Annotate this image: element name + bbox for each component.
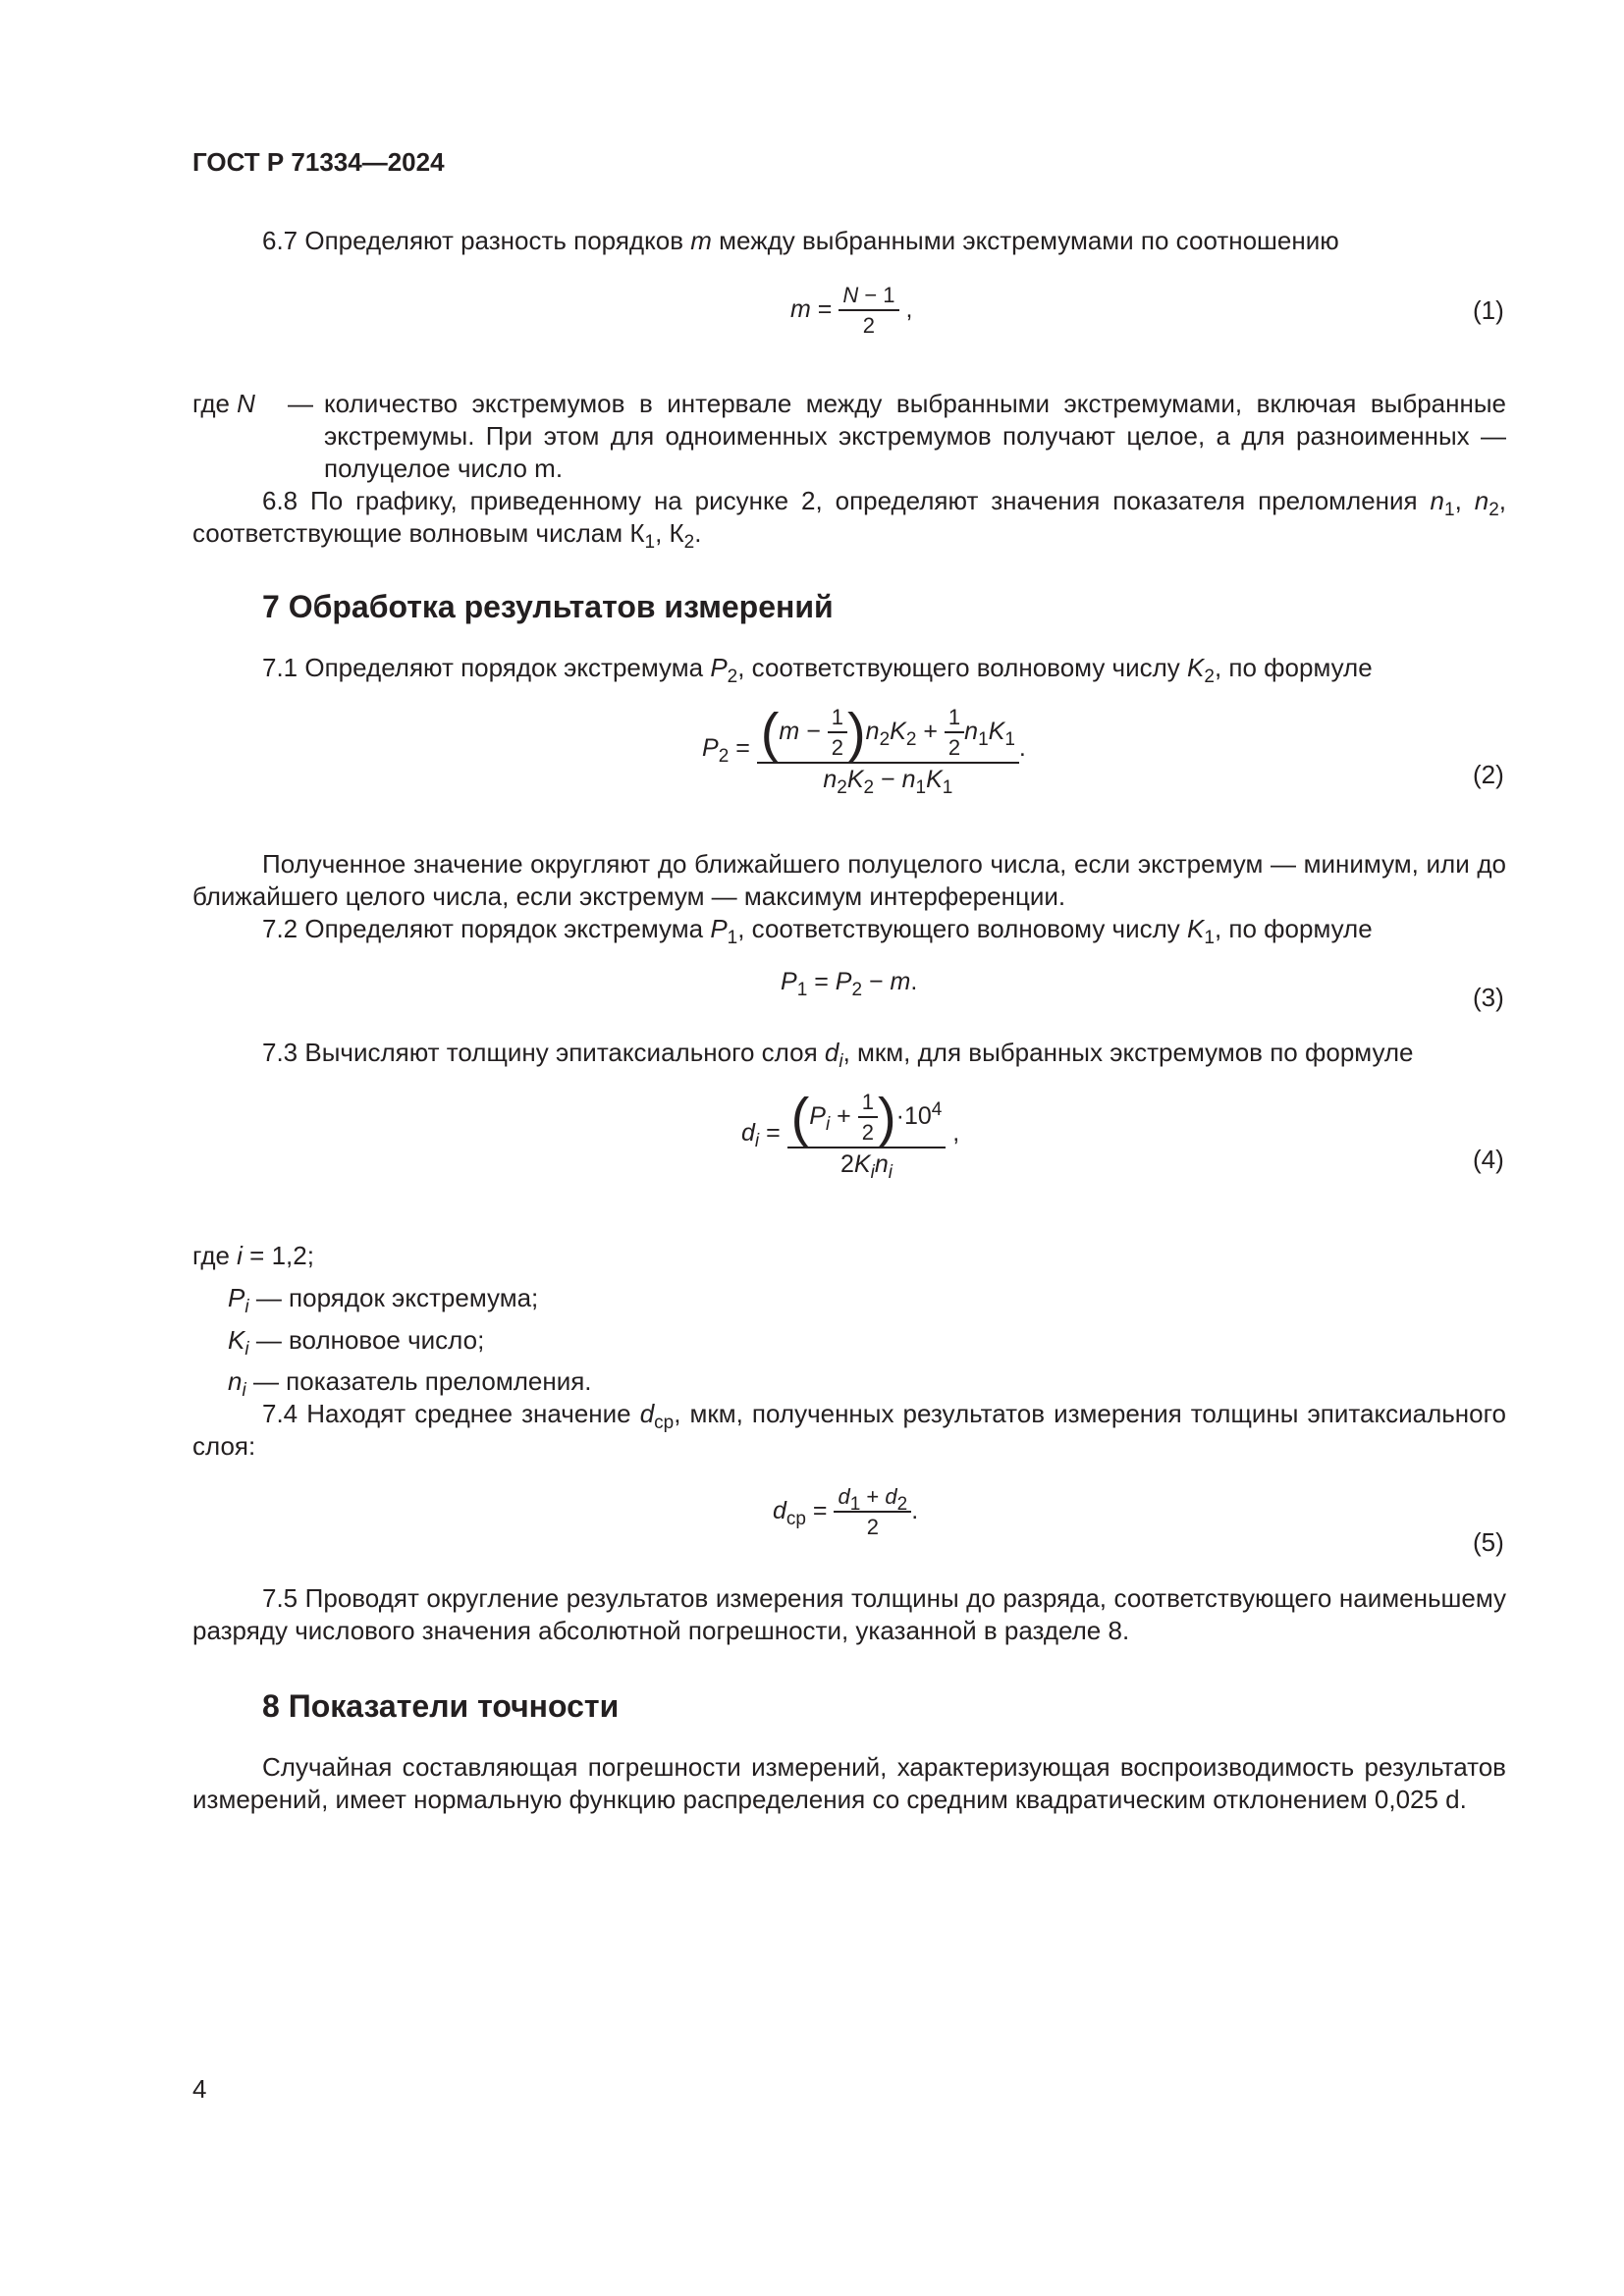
equation-number-4: (4): [1473, 1145, 1504, 1174]
var-m: m: [690, 226, 712, 255]
text: 7.2 Определяют порядок экстремума: [262, 914, 711, 943]
formula-5: $d_{ср}$ = $\frac{d_1 + d_2}{2}$ .: [773, 1484, 919, 1539]
def-k: $K_i$ — волновое число;: [228, 1325, 485, 1360]
section-8-heading: 8 Показатели точности: [262, 1688, 620, 1724]
paragraph-7-3: 7.3 Вычисляют толщину эпитаксиального слоя $d_i$, мкм, для выбранных экстремумов по формуле: [262, 1038, 1414, 1072]
paragraph-6-7: [262, 225, 1339, 257]
paragraph-7-1-rounding: Полученное значение округляют до ближайшего полуцелого числа, если экстремум — минимум, или до ближайшего целого числа, если экстремум — максимум интерференции.: [192, 849, 1506, 911]
paragraph-8: Случайная составляющая погрешности измерений, характеризующая воспроизводимость результатов измерений, имеет нормальную функцию распределения со средним квадратическим отклонением 0,025 d.: [192, 1752, 1506, 1814]
text: , мкм, для выбранных экстремумов по формуле: [842, 1038, 1414, 1067]
text: , соответствующего волновому числу: [737, 914, 1188, 943]
where-i: где i = 1,2;: [192, 1241, 314, 1270]
text: соответствующие волновым числам К: [192, 518, 645, 548]
text: между выбранными экстремумами по соотношению: [711, 226, 1339, 255]
text: , мкм, полученных результатов измерения толщины эпитаксиального слоя:: [192, 1399, 1506, 1461]
where-n-text: количество экстремумов в интервале между выбранными экстремумами, включая выбранные экстремумы. При этом для одноименных экстремумов получают целое, а для разноименных — полуцелое число m.: [324, 389, 1506, 483]
equation-number-2: (2): [1473, 760, 1504, 789]
text: , К: [655, 518, 684, 548]
text: .: [694, 518, 702, 548]
text: , по формуле: [1214, 914, 1373, 943]
formula-3: $P_1 = P_2 - m$.: [781, 968, 918, 1000]
document-header: ГОСТ Р 71334—2024: [192, 147, 445, 177]
text: , по формуле: [1214, 653, 1373, 682]
text: 7.4 Находят среднее значение: [262, 1399, 640, 1428]
def-p: $P_i$ — порядок экстремума;: [228, 1283, 539, 1317]
text: , соответствующего волновому числу: [737, 653, 1188, 682]
def-n: $n_i$ — показатель преломления.: [228, 1366, 592, 1401]
text: 7.1 Определяют порядок экстремума: [262, 653, 711, 682]
paragraph-7-4: 7.4 Находят среднее значение $d_{ср}$, мкм, полученных результатов измерения толщины эпитаксиального слоя:: [192, 1399, 1506, 1461]
paragraph-7-2: 7.2 Определяют порядок экстремума $P_1$, соответствующего волновому числу $K_1$, по формуле: [262, 914, 1373, 948]
formula-1: m = $\frac{N - 1}{2}$ ,: [790, 283, 913, 338]
where-label-n: где N: [192, 389, 255, 418]
paragraph-6-8: 6.8 По графику, приведенному на рисунке 2, определяют значения показателя преломления $n_1$, $n_2$, соответствующие волновым числам $К_1$, $К_2$.: [192, 486, 1506, 553]
where-dash: —: [288, 389, 313, 418]
section-7-heading: 7 Обработка результатов измерений: [262, 589, 834, 624]
page-number: 4: [192, 2074, 207, 2104]
text: 6.7 Определяют разность порядков: [262, 226, 691, 255]
paragraph-7-5: 7.5 Проводят округление результатов измерения толщины до разряда, соответствующего наименьшему разряду числового значения абсолютной погрешности, указанной в разделе 8.: [192, 1583, 1506, 1645]
paragraph-7-1: 7.1 Определяют порядок экстремума $P_2$, соответствующего волновому числу $K_2$, по формуле: [262, 653, 1373, 687]
text: 7.3 Вычисляют толщину эпитаксиального слоя: [262, 1038, 825, 1067]
text: 6.8 По графику, приведенному на рисунке 2, определяют значения показателя преломления: [262, 486, 1431, 515]
formula-4: $d_i$ = ($P_i$ + $\frac{1}{2}$ )$\cdot 10^4$ $2K_in_i$ ,: [741, 1086, 960, 1183]
equation-number-3: (3): [1473, 983, 1504, 1012]
equation-number-1: (1): [1473, 295, 1504, 325]
formula-2: $P_2$ = (m − $\frac{1}{2}$ )$n_2K_2$ + $\frac{1}{2}$ $n_1K_1$ $n_2K_2 - n_1K_1$ .: [702, 701, 1026, 798]
equation-number-5: (5): [1473, 1527, 1504, 1557]
